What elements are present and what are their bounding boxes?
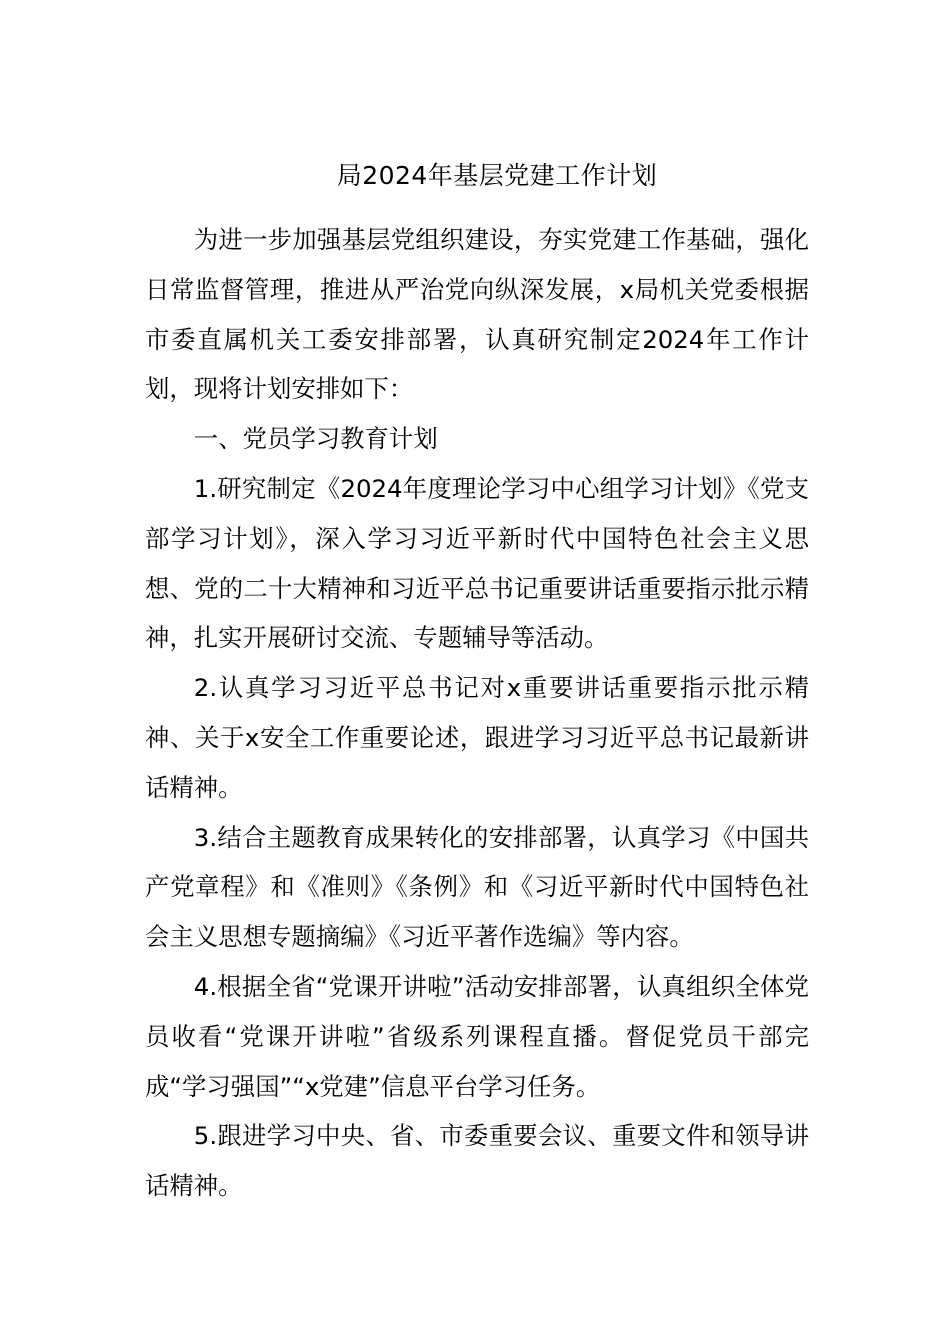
- list-item: 3.结合主题教育成果转化的安排部署，认真学习《中国共产党章程》和《准则》《条例》和《习近平新时代中国特色社会主义思想专题摘编》《习近平著作选编》等内容。: [145, 822, 809, 952]
- intro-paragraph: 为进一步加强基层党组织建设，夯实党建工作基础，强化日常监督管理，推进从严治党向纵深发展，x局机关党委根据市委直属机关工委安排部署，认真研究制定2024年工作计划，现将计划安排如下：: [145, 225, 809, 404]
- document-body: [145, 215, 809, 1211]
- document-title: 局2024年基层党建工作计划: [336, 161, 658, 190]
- list-item: 1.研究制定《2024年度理论学习中心组学习计划》《党支部学习计划》，深入学习习近平新时代中国特色社会主义思想、党的二十大精神和习近平总书记重要讲话重要指示批示精神，扎实开展研讨交流、专题辅导等活动。: [145, 473, 809, 653]
- list-item: 5.跟进学习中央、省、市委重要会议、重要文件和领导讲话精神。: [145, 1121, 809, 1201]
- section-heading: 一、党员学习教育计划: [193, 424, 438, 454]
- list-item: 4.根据全省“党课开讲啦”活动安排部署，认真组织全体党员收看“党课开讲啦”省级系列课程直播。督促党员干部完成“学习强国”“x党建”信息平台学习任务。: [145, 971, 809, 1101]
- list-item: 2.认真学习习近平总书记对x重要讲话重要指示批示精神、关于x安全工作重要论述，跟进学习习近平总书记最新讲话精神。: [145, 673, 809, 802]
